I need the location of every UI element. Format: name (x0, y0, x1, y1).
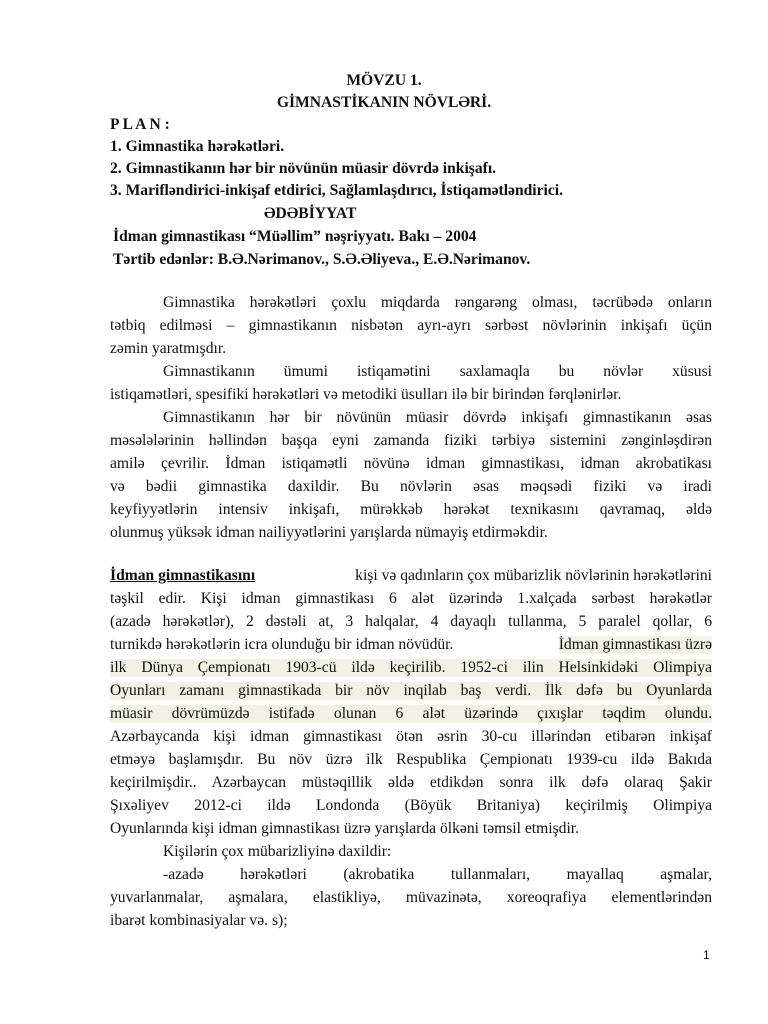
topic-number: MÖVZU 1. (346, 72, 422, 89)
paragraph-line-rest: kişi və qadınların çox mübarizlik növlərinin hərəkətlərini (355, 567, 712, 584)
page-title: GİMNASTİKANIN NÖVLƏRİ. (276, 94, 492, 111)
paragraph-line: Azərbaycanda kişi idman gimnastikası ötən əsrin 30-cu illərindən etibarən inkişaf (110, 728, 712, 745)
highlighted-text: İdman gimnastikası üzrə (558, 636, 712, 653)
paragraph-line: -azadə hərəkətləri (akrobatika tullanmaları, mayallaq aşmalar, (163, 866, 712, 883)
plan-item: 3. Marifləndirici-inkişaf etdirici, Sağlamlaşdırıcı, İstiqamətləndirici. (110, 182, 564, 199)
highlighted-line: müasir dövrümüzdə istifadə olunan 6 alət üzərində çıxışlar təqdim olundu. (110, 705, 712, 722)
paragraph-line: tətbiq edilməsi – gimnastikanın nisbətən ayrı-ayrı sərbəst növlərinin inkişafı üçün (110, 317, 712, 334)
paragraph-line: (azadə hərəkətlər), 2 dəstəli at, 3 halqalar, 4 dayaqlı tullanma, 5 paralel qollar, 6 (110, 613, 712, 630)
literature-authors: Tərtib edənlər: B.Ə.Nərimanov., S.Ə.Əliyeva., E.Ə.Nərimanov. (113, 251, 531, 268)
paragraph-line (110, 636, 712, 654)
page-number: 1 (703, 948, 710, 962)
highlighted-line: Oyunları zamanı gimnastikada bir növ inqilab baş verdi. İlk dəfə bu Oyunlarda (110, 682, 712, 699)
paragraph-line: Şıxəliyev 2012-ci ildə Londonda (Böyük Britaniya) keçirilmiş Olimpiya (110, 797, 712, 814)
plan-label: P L A N : (110, 116, 170, 133)
literature-source: İdman gimnastikası “Müəllim” nəşriyyatı. Bakı – 2004 (113, 228, 477, 245)
paragraph-line-plain: turnikdə hərəkətlərin icra olunduğu bir idman növüdür. (110, 636, 454, 653)
paragraph-line: Oyunlarında kişi idman gimnastikası üzrə yarışlarda ölkəni təmsil etmişdir. (110, 820, 580, 837)
paragraph-line: Gimnastika hərəkətləri çoxlu miqdarda rəngarəng olması, təcrübədə onların (163, 294, 712, 311)
highlighted-line: ilk Dünya Çempionatı 1903-cü ildə keçirilib. 1952-ci ilin Helsinkidəki Olimpiya (110, 659, 712, 676)
term-idman-gimnastikasi: İdman gimnastikasını (110, 567, 256, 584)
paragraph-line: zəmin yaratmışdır. (110, 340, 227, 357)
paragraph-line: Gimnastikanın hər bir növünün müasir dövrdə inkişafı gimnastikanın əsas (163, 409, 712, 426)
paragraph-line: və bədii gimnastika daxildir. Bu növlərin əsas məqsədi fiziki və iradi (110, 478, 712, 495)
plan-item: 1. Gimnastika hərəkətləri. (110, 138, 285, 155)
paragraph-line: Kişilərin çox mübarizliyinə daxildir: (163, 843, 392, 860)
literature-heading: ƏDƏBİYYAT (264, 205, 357, 222)
paragraph-line: ibarət kombinasiyalar və. s); (110, 912, 288, 929)
paragraph-line (110, 567, 712, 585)
paragraph-line: olunmuş yüksək idman nailiyyətlərini yarışlarda nümayiş etdirməkdir. (110, 524, 548, 541)
paragraph-line: yuvarlanmalar, aşmalara, elastikliyə, müvazinətə, xoreoqrafiya elementlərindən (110, 889, 712, 906)
paragraph-line: təşkil edir. Kişi idman gimnastikası 6 alət üzərində 1.xalçada sərbəst hərəkətlər (110, 590, 712, 607)
paragraph-line: keyfiyyətlərin intensiv inkişafı, mürəkkəb hərəkət texnikasını qavramaq, əldə (110, 501, 712, 518)
paragraph-line: keçirilmişdir.. Azərbaycan müstəqillik əldə etdikdən sonra ilk dəfə olaraq Şakir (110, 774, 712, 791)
paragraph-line: amilə çevrilir. İdman istiqamətli növünə idman gimnastikası, idman akrobatikası (110, 455, 712, 472)
paragraph-line: məsələlərinin həllindən başqa eyni zamanda fiziki tərbiyə sistemini zənginləşdirən (110, 432, 712, 449)
plan-item: 2. Gimnastikanın hər bir növünün müasir dövrdə inkişafı. (110, 160, 497, 177)
paragraph-line: istiqamətləri, spesifiki hərəkətləri və metodiki üsulları ilə bir birindən fərqlənirlər. (110, 386, 622, 403)
paragraph-line: etməyə başlamışdır. Bu növ üzrə ilk Respublika Çempionatı 1939-cu ildə Bakıda (110, 751, 712, 768)
paragraph-line: Gimnastikanın ümumi istiqamətini saxlamaqla bu növlər xüsusi (163, 363, 712, 380)
